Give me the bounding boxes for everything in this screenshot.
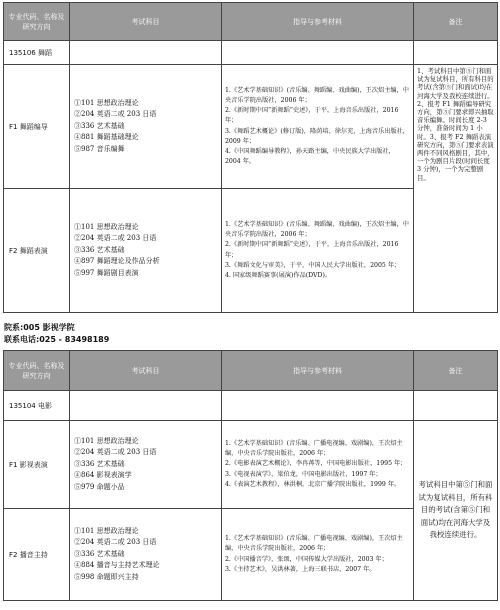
- subject-item: ⑤997 舞蹈剧目表演: [74, 268, 139, 277]
- subject-item: ③336 艺术基础: [74, 245, 125, 254]
- subjects-cell: [70, 421, 222, 509]
- header-notes: 备注: [414, 3, 498, 41]
- department-name: 院系:005 影视学院: [4, 323, 75, 332]
- ref-item: 1.《艺术学基础知识》(音乐编、广播电视编、戏剧编)，王次炤主编，中央音乐学院出版社，2006 年；: [225, 439, 403, 458]
- subject-item: ⑤979 命题小品: [74, 482, 125, 491]
- ref-item: 1.《艺术学基础知识》(音乐编、广播电视编、戏剧编)，王次炤主编，中央音乐学院出版社，2006 年；: [225, 535, 403, 553]
- subject-item: ④884 播音与主持艺术理论: [74, 561, 160, 570]
- subject-item: ①101 思想政治理论: [74, 222, 139, 231]
- notes-cell: 考试科目中第⑤门和面试为复试科目，所有科目的考试(含第⑤门和面试)均在河海大学及我校连续进行。: [414, 421, 498, 601]
- ref-item: 4. 国家级舞蹈赛事(展演)作品(DVD)。: [225, 271, 332, 279]
- header-major: 专业代码、名称及研究方向: [4, 351, 70, 391]
- header-subjects: 考试科目: [70, 3, 222, 41]
- header-refs: 指导与参考材料: [222, 3, 414, 41]
- ref-item: 3.《电视表演学》，梁伯龙，中国电影出版社，1997 年；: [225, 470, 382, 478]
- subject-item: ⑤998 命题即兴主持: [74, 572, 139, 581]
- header-notes: 备注: [414, 351, 498, 391]
- subject-item: ④864 影视表演学: [74, 471, 132, 480]
- direction-label: F2 舞蹈表演: [4, 189, 70, 313]
- table-row: [4, 65, 498, 189]
- subject-item: ②204 英语二或 203 日语: [74, 538, 157, 547]
- contact-phone: 联系电话:025 - 83498189: [4, 335, 110, 344]
- ref-item: 2.《新时期中国“新舞蹈”史述》，于平，上海音乐出版社，2016 年；: [225, 107, 399, 125]
- subject-item: ②204 英语二或 203 日语: [74, 448, 157, 457]
- subject-item: ④897 舞蹈理论及作品分析: [74, 257, 160, 266]
- ref-item: 2.《电影表演艺术概论》，李冉苒等，中国电影出版社，1995 年；: [225, 460, 407, 468]
- subject-item: ⑤987 音乐编舞: [74, 144, 125, 153]
- subjects-cell: [70, 189, 222, 313]
- ref-item: 3.《舞蹈艺术概论》(修订版)，隆荫培、徐尔充，上海音乐出版社，2009 年；: [225, 127, 409, 145]
- header-refs: 指导与参考材料: [222, 351, 414, 391]
- ref-item: 2.《新时期中国“新舞蹈”史述》，于平，上海音乐出版社，2016 年；: [225, 241, 399, 259]
- table-header-row: [4, 3, 498, 41]
- table-header-row: [4, 351, 498, 391]
- ref-item: 3.《主持艺术》，吴洪林著，上海三联书店，2007 年。: [225, 565, 376, 573]
- ref-item: 2.《中国播音学》，张颂，中国传媒大学出版社，2003 年；: [225, 555, 388, 563]
- program-table-film: [3, 350, 498, 601]
- subjects-cell: [70, 65, 222, 189]
- ref-item: 1.《艺术学基础知识》(音乐编、舞蹈编、戏曲编)，王次炤主编，中央音乐学院出版社，2006 年；: [225, 86, 409, 104]
- header-subjects: 考试科目: [70, 351, 222, 391]
- major-row: [4, 41, 498, 65]
- direction-label: F1 舞蹈编导: [4, 65, 70, 189]
- table-row: [4, 421, 498, 509]
- major-title: 135106 舞蹈: [4, 41, 70, 65]
- notes-cell: 1、考试科目中第⑤门和面试为复试科目，所有科目的考试(含第⑤门和面试)均在河海大学及我校连续进行。2、报考 F1 舞蹈编导研究方向，第⑤门要求即兴抽取音乐编舞。时间长度 2-3 分钟，准备时间为 1 小时。3、报考 F2 舞蹈表演研究方向，第⑤门要求表演两件不同风格剧目，其中，一个为剧目片段(时间长度 3 分钟)，一个为完整剧目。: [414, 65, 498, 313]
- subject-item: ②204 英语二或 203 日语: [74, 110, 157, 119]
- subject-item: ①101 思想政治理论: [74, 98, 139, 107]
- subjects-cell: [70, 509, 222, 601]
- refs-cell: [222, 189, 414, 313]
- direction-label: F1 影视表演: [4, 421, 70, 509]
- header-major: 专业代码、名称及研究方向: [4, 3, 70, 41]
- subject-item: ②204 英语二或 203 日语: [74, 234, 157, 243]
- subject-item: ③336 艺术基础: [74, 549, 125, 558]
- ref-item: 3.《舞蹈文化与审美》，于平，中国人民大学出版社，2005 年；: [225, 261, 401, 269]
- ref-item: 4.《中国舞蹈编导教程》，孙天路主编，中央民族大学出版社，2004 年。: [225, 147, 395, 166]
- ref-item: 4.《表演艺术教程》，林洪桐，北京广播学院出版社，1999 年。: [225, 480, 401, 488]
- subject-item: ③336 艺术基础: [74, 459, 125, 468]
- direction-label: F2 播音主持: [4, 509, 70, 601]
- refs-cell: [222, 509, 414, 601]
- subject-item: ④881 舞蹈基础理论: [74, 133, 139, 142]
- refs-cell: [222, 65, 414, 189]
- major-title: 135104 电影: [4, 391, 70, 421]
- refs-cell: [222, 421, 414, 509]
- subject-item: ①101 思想政治理论: [74, 526, 139, 535]
- ref-item: 1.《艺术学基础知识》(音乐编、舞蹈编、戏曲编)，王次炤主编，中央音乐学院出版社，2006 年；: [225, 220, 409, 239]
- department-info: [4, 322, 109, 346]
- program-table-dance: [3, 2, 498, 313]
- major-row: [4, 391, 498, 421]
- subject-item: ①101 思想政治理论: [74, 436, 139, 445]
- subject-item: ③336 艺术基础: [74, 121, 125, 130]
